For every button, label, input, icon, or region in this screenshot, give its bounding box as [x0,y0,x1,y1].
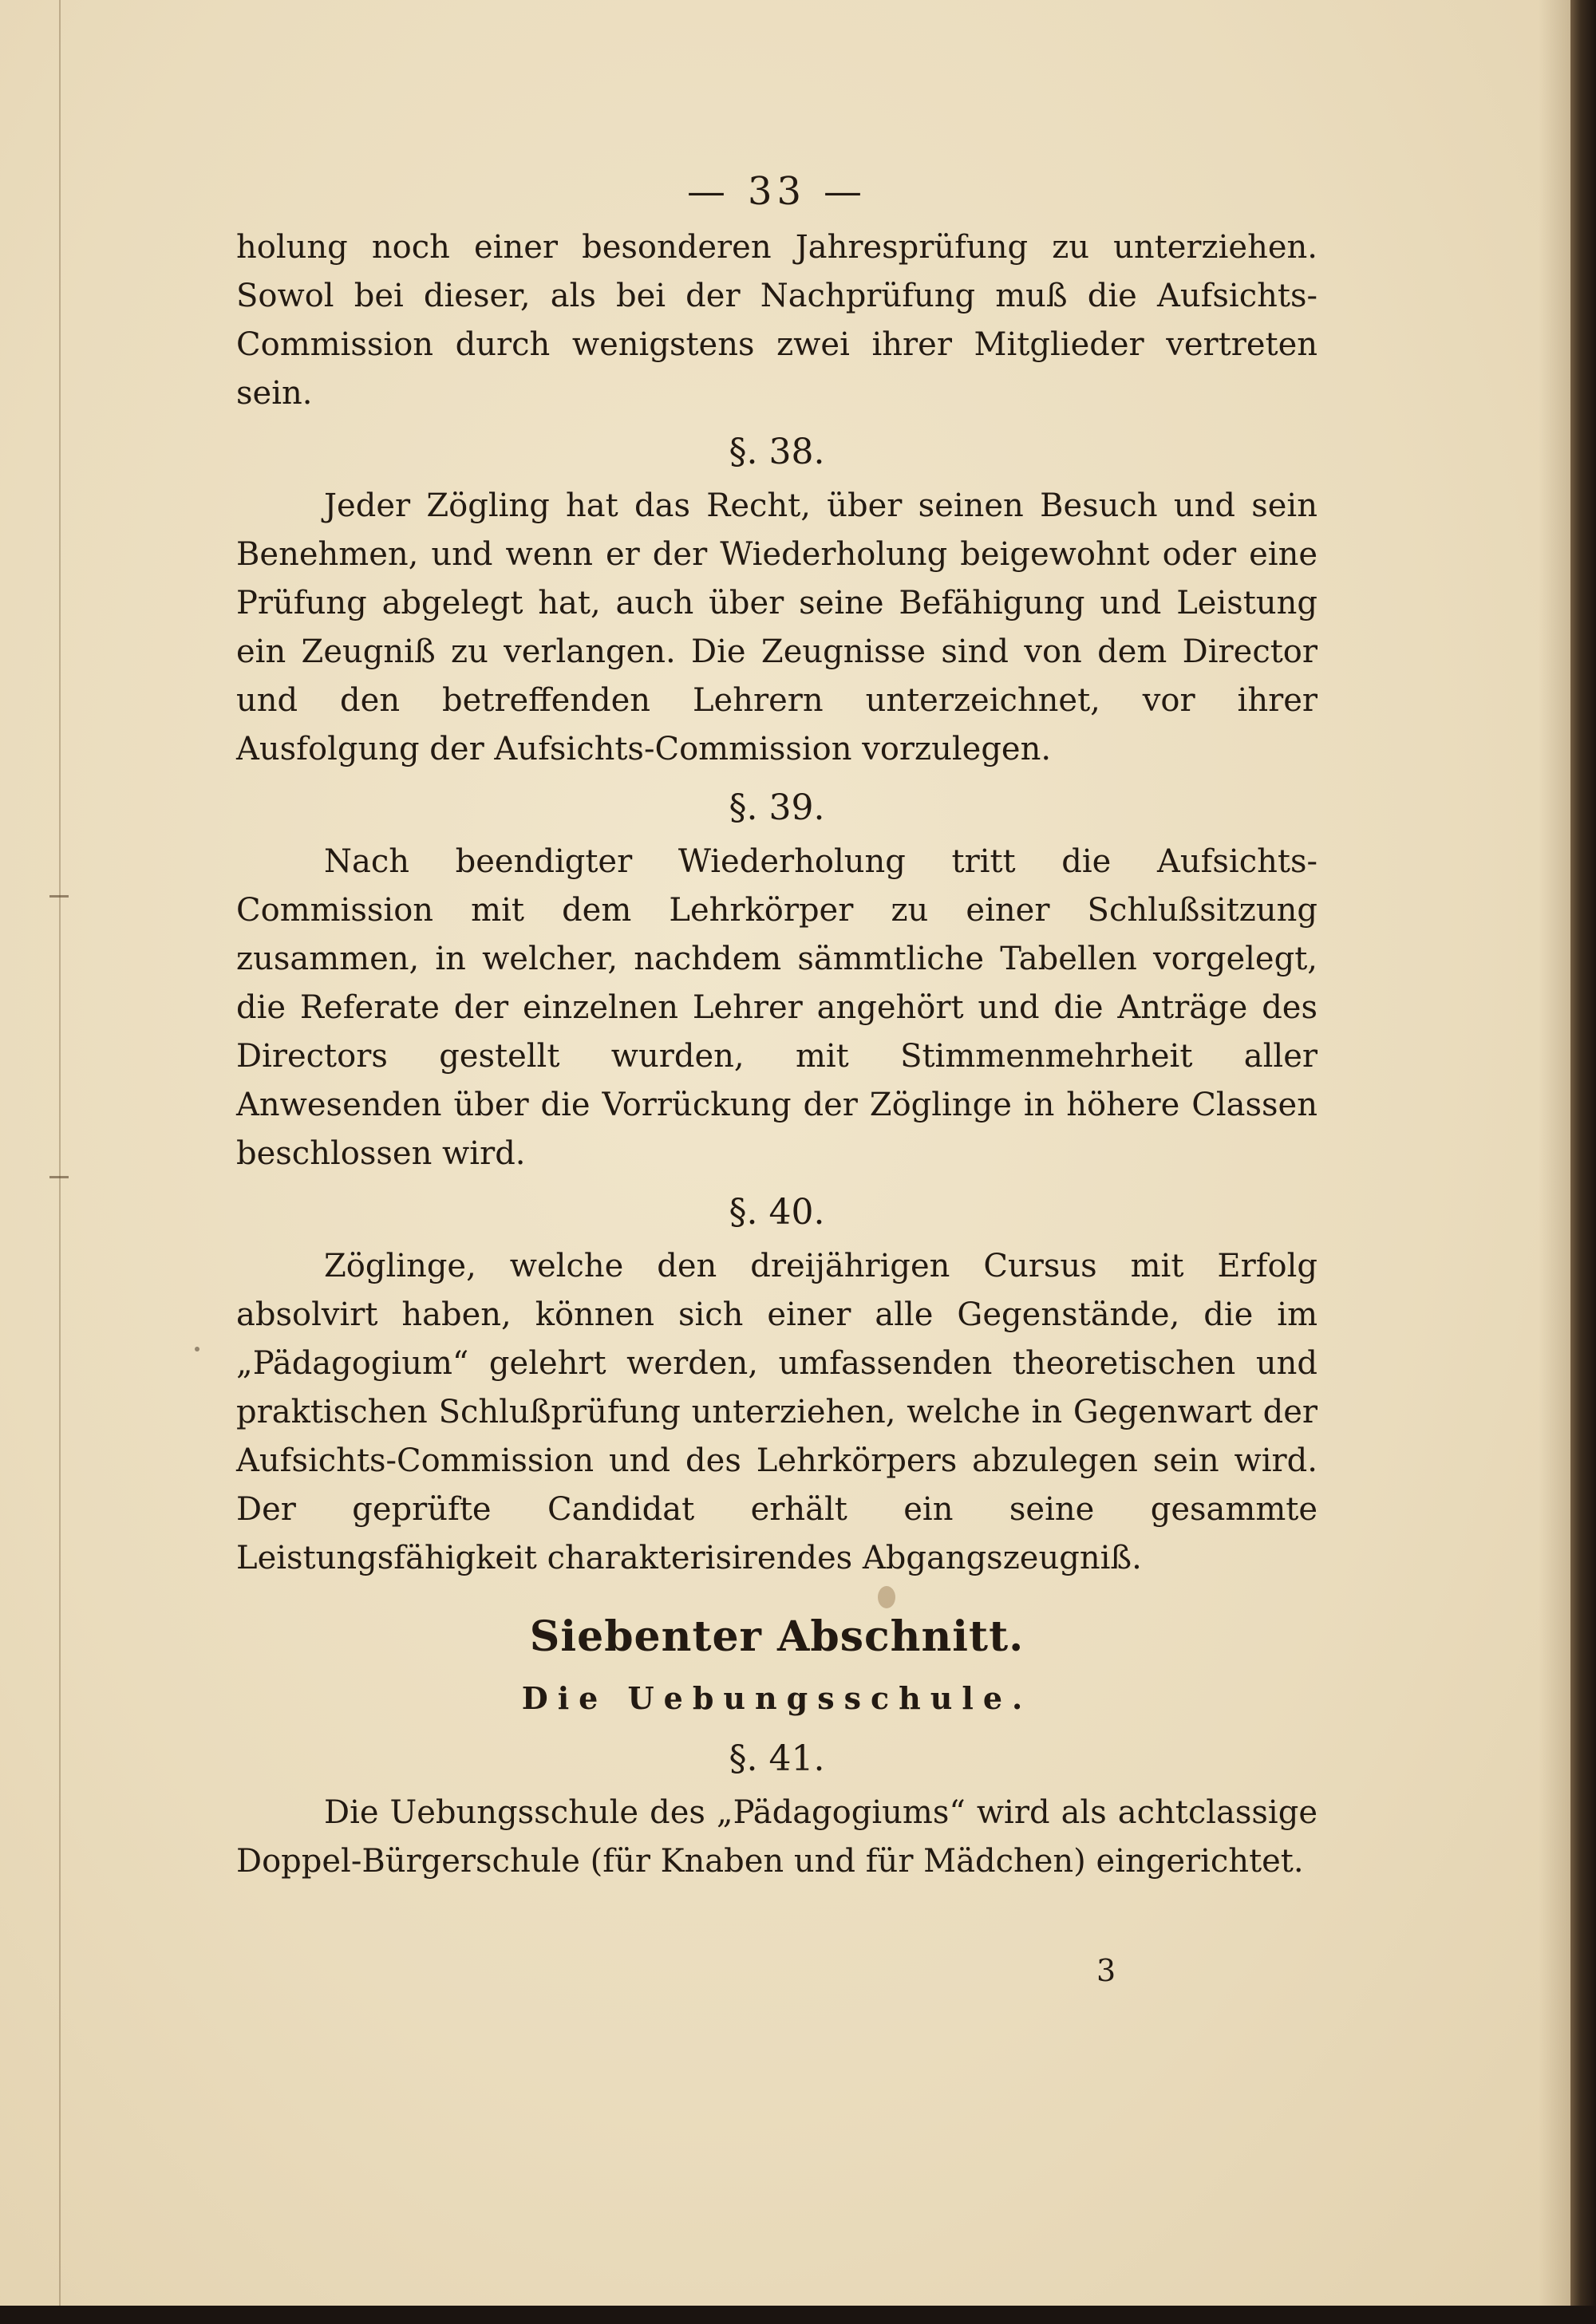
page-edge-bottom [0,2306,1596,2324]
chapter-title: Siebenter Abschnitt. [529,1612,1025,1661]
paragraph-40: Zöglinge, welche den dreijährigen Cursus mit Erfolg absolvirt haben, können sich einer alle Gegenstände, die im „Pädagogium“ gelehrt werden, umfassenden theoretischen und praktischen Schlußprüfung unterziehen, welche in Gegenwart der Aufsichts-Commission und des Lehrkörpers abzulegen sein wird. Der geprüfte Candidat erhält ein seine gesammte Leistungsfähigkeit charakterisirendes Abgangszeugniß. [236,1248,1317,1576]
section-heading-39: §. 39. [729,787,825,828]
section-heading-40: §. 40. [729,1192,825,1233]
running-header [236,160,1317,223]
section-heading-38: §. 38. [729,432,825,472]
signature-mark: 3 [1096,1953,1116,1988]
chapter-subtitle: Die Uebungsschule. [521,1680,1033,1716]
paragraph-38: Jeder Zögling hat das Recht, über seinen Besuch und sein Benehmen, und wenn er der Wiederholung beigewohnt oder eine Prüfung abgelegt hat, auch über seine Befähigung und Leistung ein Zeugniß zu verlangen. Die Zeugnisse sind von dem Director und den betreffenden Lehrern unterzeichnet, vor ihrer Ausfolgung der Aufsichts-Commission vorzulegen. [236,487,1317,767]
margin-tick [49,895,69,898]
paragraph-39: Nach beendigter Wiederholung tritt die Aufsichts-Commission mit dem Lehrkörper zu einer Schlußsitzung zusammen, in welcher, nachdem sämmtliche Tabellen vorgelegt, die Referate der einzelnen Lehrer angehört und die Anträge des Directors gestellt wurden, mit Stimmenmehrheit aller Anwesenden über die Vorrückung der Zöglinge in höhere Classen beschlossen wird. [236,843,1317,1172]
header-dash-left: — [686,169,730,214]
header-dash-right: — [824,169,867,214]
page-gutter-shadow [1539,0,1570,2306]
page-number: 33 [747,169,807,214]
margin-tick [49,1176,69,1178]
section-heading-41: §. 41. [729,1738,825,1779]
page-edge-right [1570,0,1596,2324]
paragraph-continuation: holung noch einer besonderen Jahresprüfung zu unterziehen. Sowol bei dieser, als bei der Nachprüfung muß die Aufsichts-Commission durch wenigstens zwei ihrer Mitglieder vertreten sein. [236,229,1317,412]
paragraph-41: Die Uebungsschule des „Pädagogiums“ wird als achtclassige Doppel-Bürgerschule (für Knaben und für Mädchen) eingerichtet. [236,1794,1317,1880]
text-block [236,160,1317,1886]
paper-speck [195,1347,200,1351]
margin-rule [59,0,61,2306]
